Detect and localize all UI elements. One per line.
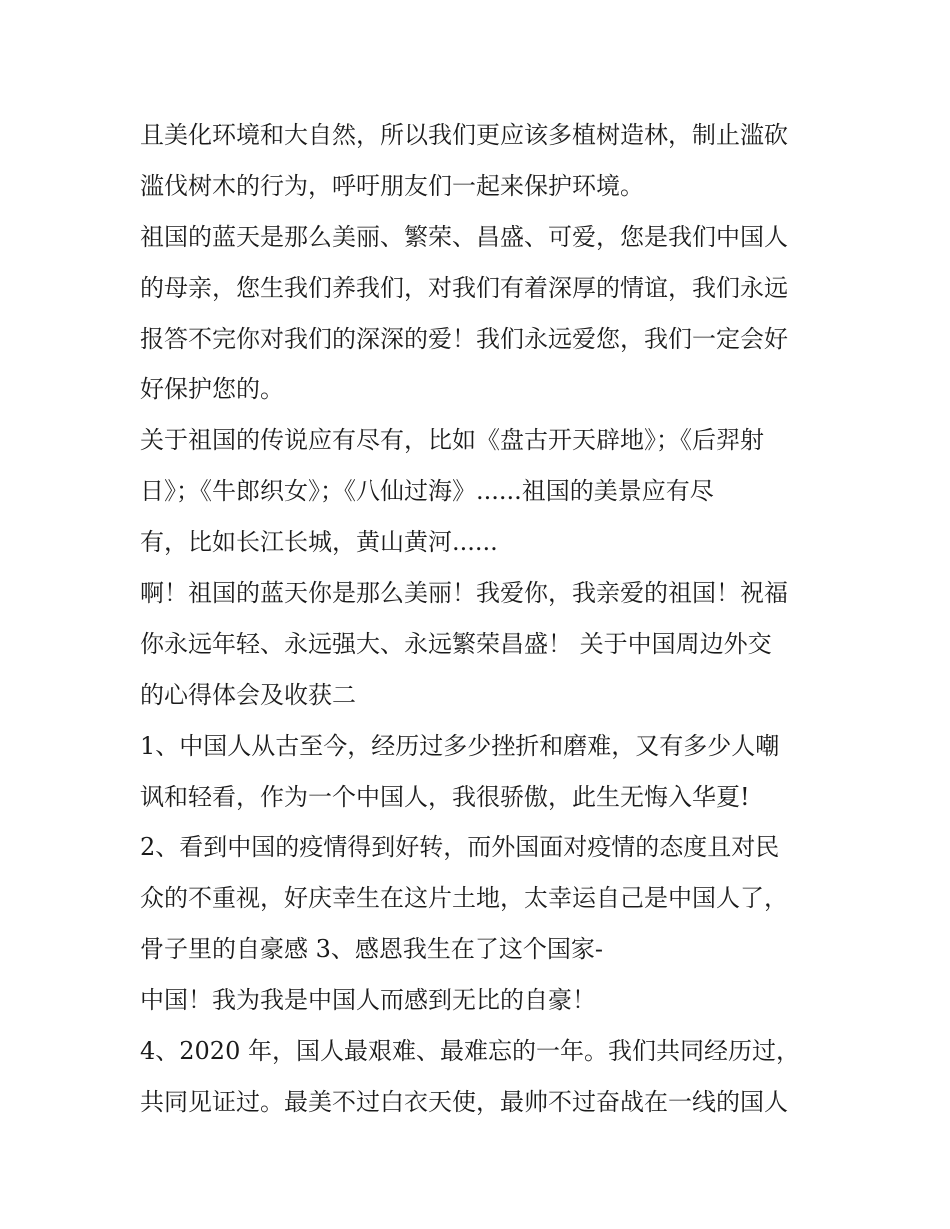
text-line: 祖国的蓝天是那么美丽、繁荣、昌盛、可爱，您是我们中国人 xyxy=(140,222,788,251)
text-line: 日》；《牛郎织女》；《八仙过海》......祖国的美景应有尽 xyxy=(140,477,714,506)
text-line: 共同见证过。最美不过白衣天使，最帅不过奋战在一线的国人 xyxy=(140,1087,788,1116)
text-line: 啊！祖国的蓝天你是那么美丽！我爱你，我亲爱的祖国！祝福 xyxy=(140,579,788,608)
text-line: 众的不重视，好庆幸生在这片土地，太幸运自己是中国人了， xyxy=(140,884,788,913)
document-body xyxy=(140,110,830,1128)
text-line: 2、看到中国的疫情得到好转，而外国面对疫情的态度且对民 xyxy=(140,833,780,862)
text-line: 骨子里的自豪感 3、感恩我生在了这个国家- xyxy=(140,935,604,964)
text-line: 有，比如长江长城，黄山黄河...... xyxy=(140,528,498,557)
text-line: 的心得体会及收获二 xyxy=(140,680,356,709)
text-line: 报答不完你对我们的深深的爱！我们永远爱您，我们一定会好 xyxy=(140,324,788,353)
text-line: 好保护您的。 xyxy=(140,375,284,404)
text-line: 讽和轻看，作为一个中国人，我很骄傲，此生无悔入华夏! xyxy=(140,782,750,811)
text-line: 关于祖国的传说应有尽有，比如《盘古开天辟地》；《后羿射 xyxy=(140,426,764,455)
text-line: 1、中国人从古至今，经历过多少挫折和磨难，又有多少人嘲 xyxy=(140,731,780,760)
text-line: 你永远年轻、永远强大、永远繁荣昌盛！ 关于中国周边外交 xyxy=(140,629,772,658)
text-line: 中国！我为我是中国人而感到无比的自豪！ xyxy=(140,986,596,1015)
text-line: 的母亲，您生我们养我们，对我们有着深厚的情谊，我们永远 xyxy=(140,273,788,302)
text-line: 滥伐树木的行为，呼吁朋友们一起来保护环境。 xyxy=(140,171,644,200)
text-line: 且美化环境和大自然，所以我们更应该多植树造林，制止滥砍 xyxy=(140,121,788,149)
text-line: 4、2020 年，国人最艰难、最难忘的一年。我们共同经历过， xyxy=(140,1037,800,1066)
